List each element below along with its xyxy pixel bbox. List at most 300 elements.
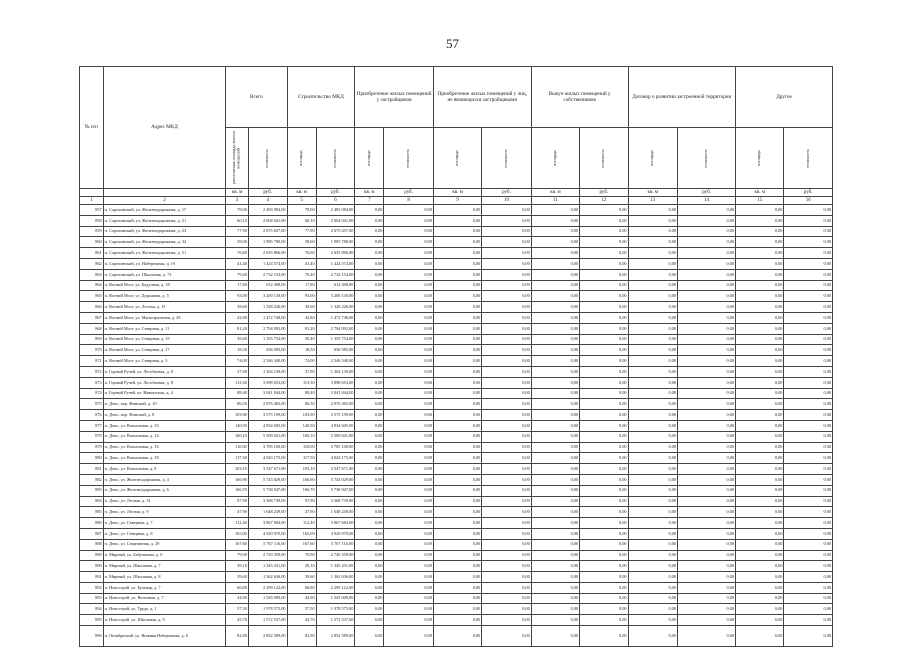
row-zero-area: 0,00: [355, 572, 384, 583]
row-zero-cost: 0,00: [580, 420, 628, 431]
row-construction-cost: 1 572 537,00: [316, 615, 355, 626]
row-zero-area: 0,00: [355, 431, 384, 442]
row-address: п. Горный Ручей, ул. Навьятская, д. 4: [103, 388, 226, 399]
row-cost: 1 304 139,00: [248, 366, 287, 377]
row-construction-cost: 2 483 984,00: [316, 205, 355, 216]
row-address: п. Мирный, ул. Бабушкина, д. 6: [103, 550, 226, 561]
row-zero-cost: 0,00: [580, 323, 628, 334]
row-number: 884: [80, 496, 104, 507]
row-zero-cost: 0,00: [580, 377, 628, 388]
row-construction-area: 166,90: [287, 474, 316, 485]
row-zero-area: 0,00: [736, 453, 784, 464]
row-zero-cost: 0,00: [784, 518, 833, 529]
table-row: [80, 312, 833, 323]
row-zero-cost: 0,00: [580, 431, 628, 442]
row-zero-area: 0,00: [736, 388, 784, 399]
table-row: [80, 474, 833, 485]
row-construction-area: 76,60: [287, 248, 316, 259]
row-construction-area: 41,40: [287, 258, 316, 269]
row-cost: 1 648 239,00: [248, 507, 287, 518]
row-zero-area: 0,00: [531, 485, 579, 496]
row-area: 58,00: [226, 237, 249, 248]
row-zero-cost: 0,00: [580, 528, 628, 539]
row-zero-cost: 0,00: [482, 604, 531, 615]
row-construction-area: 110,00: [287, 442, 316, 453]
row-zero-area: 0,00: [628, 464, 677, 475]
row-zero-area: 0,00: [736, 215, 784, 226]
row-cost: 2 004 041,00: [248, 215, 287, 226]
row-zero-cost: 0,00: [482, 377, 531, 388]
row-zero-area: 0,00: [736, 258, 784, 269]
row-zero-area: 0,00: [736, 366, 784, 377]
row-area: 112,40: [226, 518, 249, 529]
row-zero-area: 0,00: [433, 258, 481, 269]
row-zero-cost: 0,00: [384, 205, 433, 216]
row-zero-area: 0,00: [736, 377, 784, 388]
row-zero-cost: 0,00: [678, 453, 736, 464]
row-zero-area: 0,00: [531, 550, 579, 561]
row-zero-cost: 0,00: [784, 388, 833, 399]
row-zero-cost: 0,00: [784, 626, 833, 647]
row-zero-area: 0,00: [736, 615, 784, 626]
group-header: Приобретение жилых помещений у застройщиков: [355, 67, 434, 128]
row-address: п. Депо, ул. Вокзальная, д. 8: [103, 464, 226, 475]
table-row: [80, 258, 833, 269]
row-zero-area: 0,00: [628, 399, 677, 410]
row-number: 883: [80, 485, 104, 496]
row-zero-cost: 0,00: [580, 496, 628, 507]
row-number: 859: [80, 226, 104, 237]
row-construction-area: 93,00: [287, 291, 316, 302]
unit-cell: руб.: [482, 189, 531, 197]
row-zero-area: 0,00: [531, 572, 579, 583]
row-construction-area: 160,10: [287, 431, 316, 442]
row-zero-cost: 0,00: [384, 356, 433, 367]
row-construction-area: 39,10: [287, 561, 316, 572]
row-zero-cost: 0,00: [482, 464, 531, 475]
row-construction-cost: 612 498,00: [316, 280, 355, 291]
sub-header: [678, 128, 736, 189]
row-zero-area: 0,00: [355, 539, 384, 550]
table-row: [80, 431, 833, 442]
row-zero-cost: 0,00: [482, 334, 531, 345]
row-address: п. Сорочинский, ул. Железнодорожная, д. 17: [103, 205, 226, 216]
row-zero-area: 0,00: [628, 280, 677, 291]
row-zero-area: 0,00: [531, 518, 579, 529]
unit-cell: кв. м: [736, 189, 784, 197]
row-zero-cost: 0,00: [784, 582, 833, 593]
row-area: 39,60: [226, 572, 249, 583]
row-address: п. Сорочинский, ул. Набережная, д. 19: [103, 258, 226, 269]
row-zero-area: 0,00: [628, 539, 677, 550]
row-cost: 1 572 537,00: [248, 615, 287, 626]
row-construction-cost: 1 304 139,00: [316, 366, 355, 377]
row-construction-area: 112,40: [287, 518, 316, 529]
row-zero-cost: 0,00: [580, 572, 628, 583]
row-zero-cost: 0,00: [678, 431, 736, 442]
row-zero-cost: 0,00: [482, 366, 531, 377]
unit-cell: кв. м: [628, 189, 677, 197]
row-construction-area: 39,60: [287, 572, 316, 583]
row-number: 896: [80, 626, 104, 647]
column-number: 13: [628, 197, 677, 205]
row-zero-area: 0,00: [355, 561, 384, 572]
table-row: [80, 205, 833, 216]
sub-header-label: площадь: [649, 150, 655, 166]
row-zero-area: 0,00: [433, 226, 481, 237]
row-number: 891: [80, 572, 104, 583]
row-zero-cost: 0,00: [384, 291, 433, 302]
row-zero-area: 0,00: [433, 561, 481, 572]
row-zero-area: 0,00: [736, 442, 784, 453]
row-zero-cost: 0,00: [678, 507, 736, 518]
row-zero-cost: 0,00: [580, 312, 628, 323]
row-area: 77,90: [226, 226, 249, 237]
row-zero-area: 0,00: [355, 323, 384, 334]
row-number: 874: [80, 388, 104, 399]
sub-header: [784, 128, 833, 189]
unit-cell: руб.: [248, 189, 287, 197]
row-cost: 612 498,00: [248, 280, 287, 291]
row-zero-area: 0,00: [355, 258, 384, 269]
row-zero-area: 0,00: [433, 269, 481, 280]
row-zero-area: 0,00: [531, 528, 579, 539]
row-zero-cost: 0,00: [678, 626, 736, 647]
row-zero-cost: 0,00: [384, 453, 433, 464]
row-cost: 2 732 154,00: [248, 269, 287, 280]
row-zero-cost: 0,00: [678, 323, 736, 334]
row-construction-area: 166,70: [287, 485, 316, 496]
row-zero-area: 0,00: [355, 528, 384, 539]
row-number: 885: [80, 507, 104, 518]
row-zero-cost: 0,00: [784, 377, 833, 388]
table-row: [80, 356, 833, 367]
sub-header-label: стоимость: [600, 148, 606, 168]
row-zero-cost: 0,00: [482, 291, 531, 302]
row-construction-area: 78,00: [287, 205, 316, 216]
row-zero-cost: 0,00: [482, 237, 531, 248]
row-cost: 3 547 671,00: [248, 464, 287, 475]
row-zero-cost: 0,00: [784, 399, 833, 410]
row-zero-area: 0,00: [628, 453, 677, 464]
row-zero-area: 0,00: [531, 334, 579, 345]
row-zero-area: 0,00: [433, 237, 481, 248]
row-area: 165,00: [226, 528, 249, 539]
row-zero-area: 0,00: [355, 248, 384, 259]
row-cost: 3 575 199,00: [248, 410, 287, 421]
row-construction-area: 37,90: [287, 366, 316, 377]
row-zero-cost: 0,00: [384, 399, 433, 410]
row-zero-area: 0,00: [736, 237, 784, 248]
row-zero-area: 0,00: [531, 561, 579, 572]
row-cost: 2 852 589,00: [248, 626, 287, 647]
row-zero-cost: 0,00: [482, 280, 531, 291]
row-zero-cost: 0,00: [784, 528, 833, 539]
row-zero-cost: 0,00: [580, 248, 628, 259]
row-construction-area: 103,90: [287, 410, 316, 421]
unit-cell: руб.: [580, 189, 628, 197]
row-zero-cost: 0,00: [482, 345, 531, 356]
row-construction-area: 17,80: [287, 280, 316, 291]
row-address: п. Сорочинский, ул. Железнодорожная, д. 51: [103, 248, 226, 259]
row-zero-cost: 0,00: [384, 345, 433, 356]
row-construction-cost: 2 675 657,00: [316, 226, 355, 237]
row-zero-area: 0,00: [531, 269, 579, 280]
row-zero-cost: 0,00: [384, 334, 433, 345]
row-zero-cost: 0,00: [784, 496, 833, 507]
row-zero-area: 0,00: [433, 366, 481, 377]
row-area: 82,90: [226, 626, 249, 647]
row-construction-area: 167,60: [287, 539, 316, 550]
row-zero-cost: 0,00: [482, 269, 531, 280]
row-construction-cost: 2 794 092,00: [316, 323, 355, 334]
row-zero-cost: 0,00: [678, 366, 736, 377]
row-address: п. Сорочинский, ул. Школьная, д. 73: [103, 269, 226, 280]
sub-header-label: стоимость: [804, 148, 810, 168]
row-zero-area: 0,00: [433, 582, 481, 593]
table-row: [80, 507, 833, 518]
row-cost: 2 483 984,00: [248, 205, 287, 216]
row-zero-area: 0,00: [433, 485, 481, 496]
row-address: п. Депо, пер. Финский, д. 10: [103, 399, 226, 410]
row-cost: 2 675 657,00: [248, 226, 287, 237]
row-zero-cost: 0,00: [678, 561, 736, 572]
row-zero-area: 0,00: [433, 323, 481, 334]
row-cost: 5 509 041,00: [248, 431, 287, 442]
row-zero-cost: 0,00: [580, 593, 628, 604]
row-area: 44,90: [226, 593, 249, 604]
row-zero-area: 0,00: [355, 302, 384, 313]
row-zero-cost: 0,00: [482, 485, 531, 496]
row-area: 60,10: [226, 215, 249, 226]
row-zero-area: 0,00: [736, 528, 784, 539]
row-zero-cost: 0,00: [580, 345, 628, 356]
row-zero-area: 0,00: [736, 205, 784, 216]
row-number: 895: [80, 615, 104, 626]
row-zero-area: 0,00: [736, 572, 784, 583]
row-zero-cost: 0,00: [678, 226, 736, 237]
row-zero-cost: 0,00: [482, 258, 531, 269]
row-number: 882: [80, 474, 104, 485]
row-zero-area: 0,00: [433, 431, 481, 442]
row-address: п. Депо, ул. Северная, д. 8: [103, 528, 226, 539]
row-construction-cost: 1 424 574,00: [316, 258, 355, 269]
row-zero-area: 0,00: [433, 442, 481, 453]
row-construction-cost: 5 509 041,00: [316, 431, 355, 442]
row-area: 160,10: [226, 431, 249, 442]
row-zero-area: 0,00: [355, 464, 384, 475]
row-construction-area: 113,30: [287, 377, 316, 388]
row-zero-cost: 0,00: [580, 442, 628, 453]
row-zero-area: 0,00: [736, 334, 784, 345]
row-zero-cost: 0,00: [678, 258, 736, 269]
row-number: 879: [80, 442, 104, 453]
row-construction-cost: 5 738 947,00: [316, 485, 355, 496]
row-zero-area: 0,00: [433, 496, 481, 507]
row-construction-cost: 3 898 653,00: [316, 377, 355, 388]
row-zero-cost: 0,00: [482, 410, 531, 421]
row-area: 78,00: [226, 205, 249, 216]
row-zero-cost: 0,00: [482, 582, 531, 593]
table-row: [80, 582, 833, 593]
row-zero-cost: 0,00: [384, 377, 433, 388]
column-number: 4: [248, 197, 287, 205]
row-zero-area: 0,00: [628, 312, 677, 323]
row-zero-area: 0,00: [355, 626, 384, 647]
table-row: [80, 269, 833, 280]
row-zero-area: 0,00: [355, 291, 384, 302]
row-zero-area: 0,00: [355, 496, 384, 507]
row-area: 57,50: [226, 604, 249, 615]
unit-cell: [80, 189, 104, 197]
row-zero-cost: 0,00: [384, 496, 433, 507]
table-row: [80, 226, 833, 237]
row-cost: 2 635 866,00: [248, 248, 287, 259]
row-zero-area: 0,00: [531, 388, 579, 399]
row-area: 113,30: [226, 377, 249, 388]
row-zero-cost: 0,00: [678, 334, 736, 345]
row-cost: 5 743 029,00: [248, 474, 287, 485]
row-construction-area: 38,60: [287, 302, 316, 313]
row-zero-area: 0,00: [628, 291, 677, 302]
table-row: [80, 280, 833, 291]
row-zero-area: 0,00: [531, 507, 579, 518]
row-zero-cost: 0,00: [784, 420, 833, 431]
row-zero-area: 0,00: [628, 323, 677, 334]
row-construction-area: 81,20: [287, 323, 316, 334]
row-zero-cost: 0,00: [678, 539, 736, 550]
row-zero-area: 0,00: [531, 420, 579, 431]
row-zero-cost: 0,00: [678, 205, 736, 216]
unit-cell: руб.: [384, 189, 433, 197]
row-zero-cost: 0,00: [580, 269, 628, 280]
row-zero-cost: 0,00: [384, 388, 433, 399]
row-construction-area: 47,90: [287, 507, 316, 518]
row-number: 857: [80, 205, 104, 216]
table-row: [80, 539, 833, 550]
row-zero-area: 0,00: [433, 410, 481, 421]
row-zero-cost: 0,00: [580, 561, 628, 572]
table-row: [80, 399, 833, 410]
sub-header-label: площадь: [756, 150, 762, 166]
row-zero-area: 0,00: [531, 474, 579, 485]
row-zero-area: 0,00: [433, 615, 481, 626]
row-cost: 3 368 739,00: [248, 496, 287, 507]
sub-header: [287, 128, 316, 189]
row-zero-cost: 0,00: [580, 518, 628, 529]
row-zero-cost: 0,00: [784, 550, 833, 561]
column-number: 7: [355, 197, 384, 205]
row-zero-area: 0,00: [736, 496, 784, 507]
row-zero-area: 0,00: [531, 226, 579, 237]
sub-header: [226, 128, 249, 189]
row-number: 871: [80, 356, 104, 367]
row-zero-area: 0,00: [355, 226, 384, 237]
row-zero-cost: 0,00: [384, 410, 433, 421]
group-header: Договор о развитии застроенной территории: [628, 67, 736, 128]
row-zero-cost: 0,00: [482, 215, 531, 226]
unit-cell: кв. м: [287, 189, 316, 197]
row-zero-area: 0,00: [628, 561, 677, 572]
column-number: 6: [316, 197, 355, 205]
row-zero-cost: 0,00: [580, 604, 628, 615]
row-zero-area: 0,00: [531, 312, 579, 323]
row-zero-area: 0,00: [736, 561, 784, 572]
row-zero-area: 0,00: [736, 464, 784, 475]
row-zero-cost: 0,00: [482, 431, 531, 442]
row-construction-cost: 2 299 122,00: [316, 582, 355, 593]
row-zero-area: 0,00: [736, 312, 784, 323]
row-zero-area: 0,00: [433, 528, 481, 539]
table-row: [80, 215, 833, 226]
table-row: [80, 388, 833, 399]
row-zero-cost: 0,00: [678, 345, 736, 356]
table-row: [80, 550, 833, 561]
row-zero-area: 0,00: [531, 604, 579, 615]
row-construction-cost: 1 328 226,00: [316, 302, 355, 313]
row-zero-area: 0,00: [433, 388, 481, 399]
group-header: Строительство МКД: [287, 67, 355, 128]
row-zero-area: 0,00: [433, 399, 481, 410]
row-zero-cost: 0,00: [784, 291, 833, 302]
row-construction-area: 74,00: [287, 356, 316, 367]
row-construction-cost: 1 472 748,00: [316, 312, 355, 323]
row-zero-cost: 0,00: [784, 410, 833, 421]
row-zero-cost: 0,00: [580, 410, 628, 421]
row-construction-cost: 5 743 029,00: [316, 474, 355, 485]
row-zero-area: 0,00: [355, 593, 384, 604]
row-number: 864: [80, 280, 104, 291]
row-zero-area: 0,00: [628, 615, 677, 626]
row-zero-area: 0,00: [433, 626, 481, 647]
row-address: п. Вогний Мост, ул. Бодучная, д. 18: [103, 280, 226, 291]
row-zero-area: 0,00: [628, 258, 677, 269]
row-zero-cost: 0,00: [784, 258, 833, 269]
row-zero-area: 0,00: [433, 248, 481, 259]
sub-header: [248, 128, 287, 189]
row-zero-cost: 0,00: [580, 205, 628, 216]
sub-header-label: расселяемая площадь жилых помещений: [231, 131, 242, 185]
row-area: 140,50: [226, 420, 249, 431]
row-zero-area: 0,00: [736, 323, 784, 334]
row-zero-cost: 0,00: [482, 205, 531, 216]
row-address: п. Вогний Мост, ул. Северная, д. 15: [103, 334, 226, 345]
row-address: п. Новострой, ул. Бульвар, д. 7: [103, 582, 226, 593]
row-zero-cost: 0,00: [384, 302, 433, 313]
row-zero-cost: 0,00: [580, 226, 628, 237]
row-cost: 1 985 780,00: [248, 237, 287, 248]
row-zero-area: 0,00: [355, 377, 384, 388]
row-zero-area: 0,00: [628, 302, 677, 313]
row-number: 892: [80, 582, 104, 593]
row-zero-area: 0,00: [628, 528, 677, 539]
row-number: 867: [80, 312, 104, 323]
row-zero-area: 0,00: [433, 312, 481, 323]
row-number: 878: [80, 431, 104, 442]
row-zero-cost: 0,00: [482, 248, 531, 259]
row-zero-area: 0,00: [736, 248, 784, 259]
row-area: 38,60: [226, 302, 249, 313]
row-cost: 636 585,00: [248, 345, 287, 356]
row-zero-area: 0,00: [628, 550, 677, 561]
row-zero-area: 0,00: [355, 334, 384, 345]
row-zero-area: 0,00: [736, 518, 784, 529]
row-zero-area: 0,00: [628, 226, 677, 237]
row-zero-area: 0,00: [433, 593, 481, 604]
sub-header-label: стоимость: [405, 148, 411, 168]
row-number: 860: [80, 237, 104, 248]
row-zero-cost: 0,00: [482, 507, 531, 518]
